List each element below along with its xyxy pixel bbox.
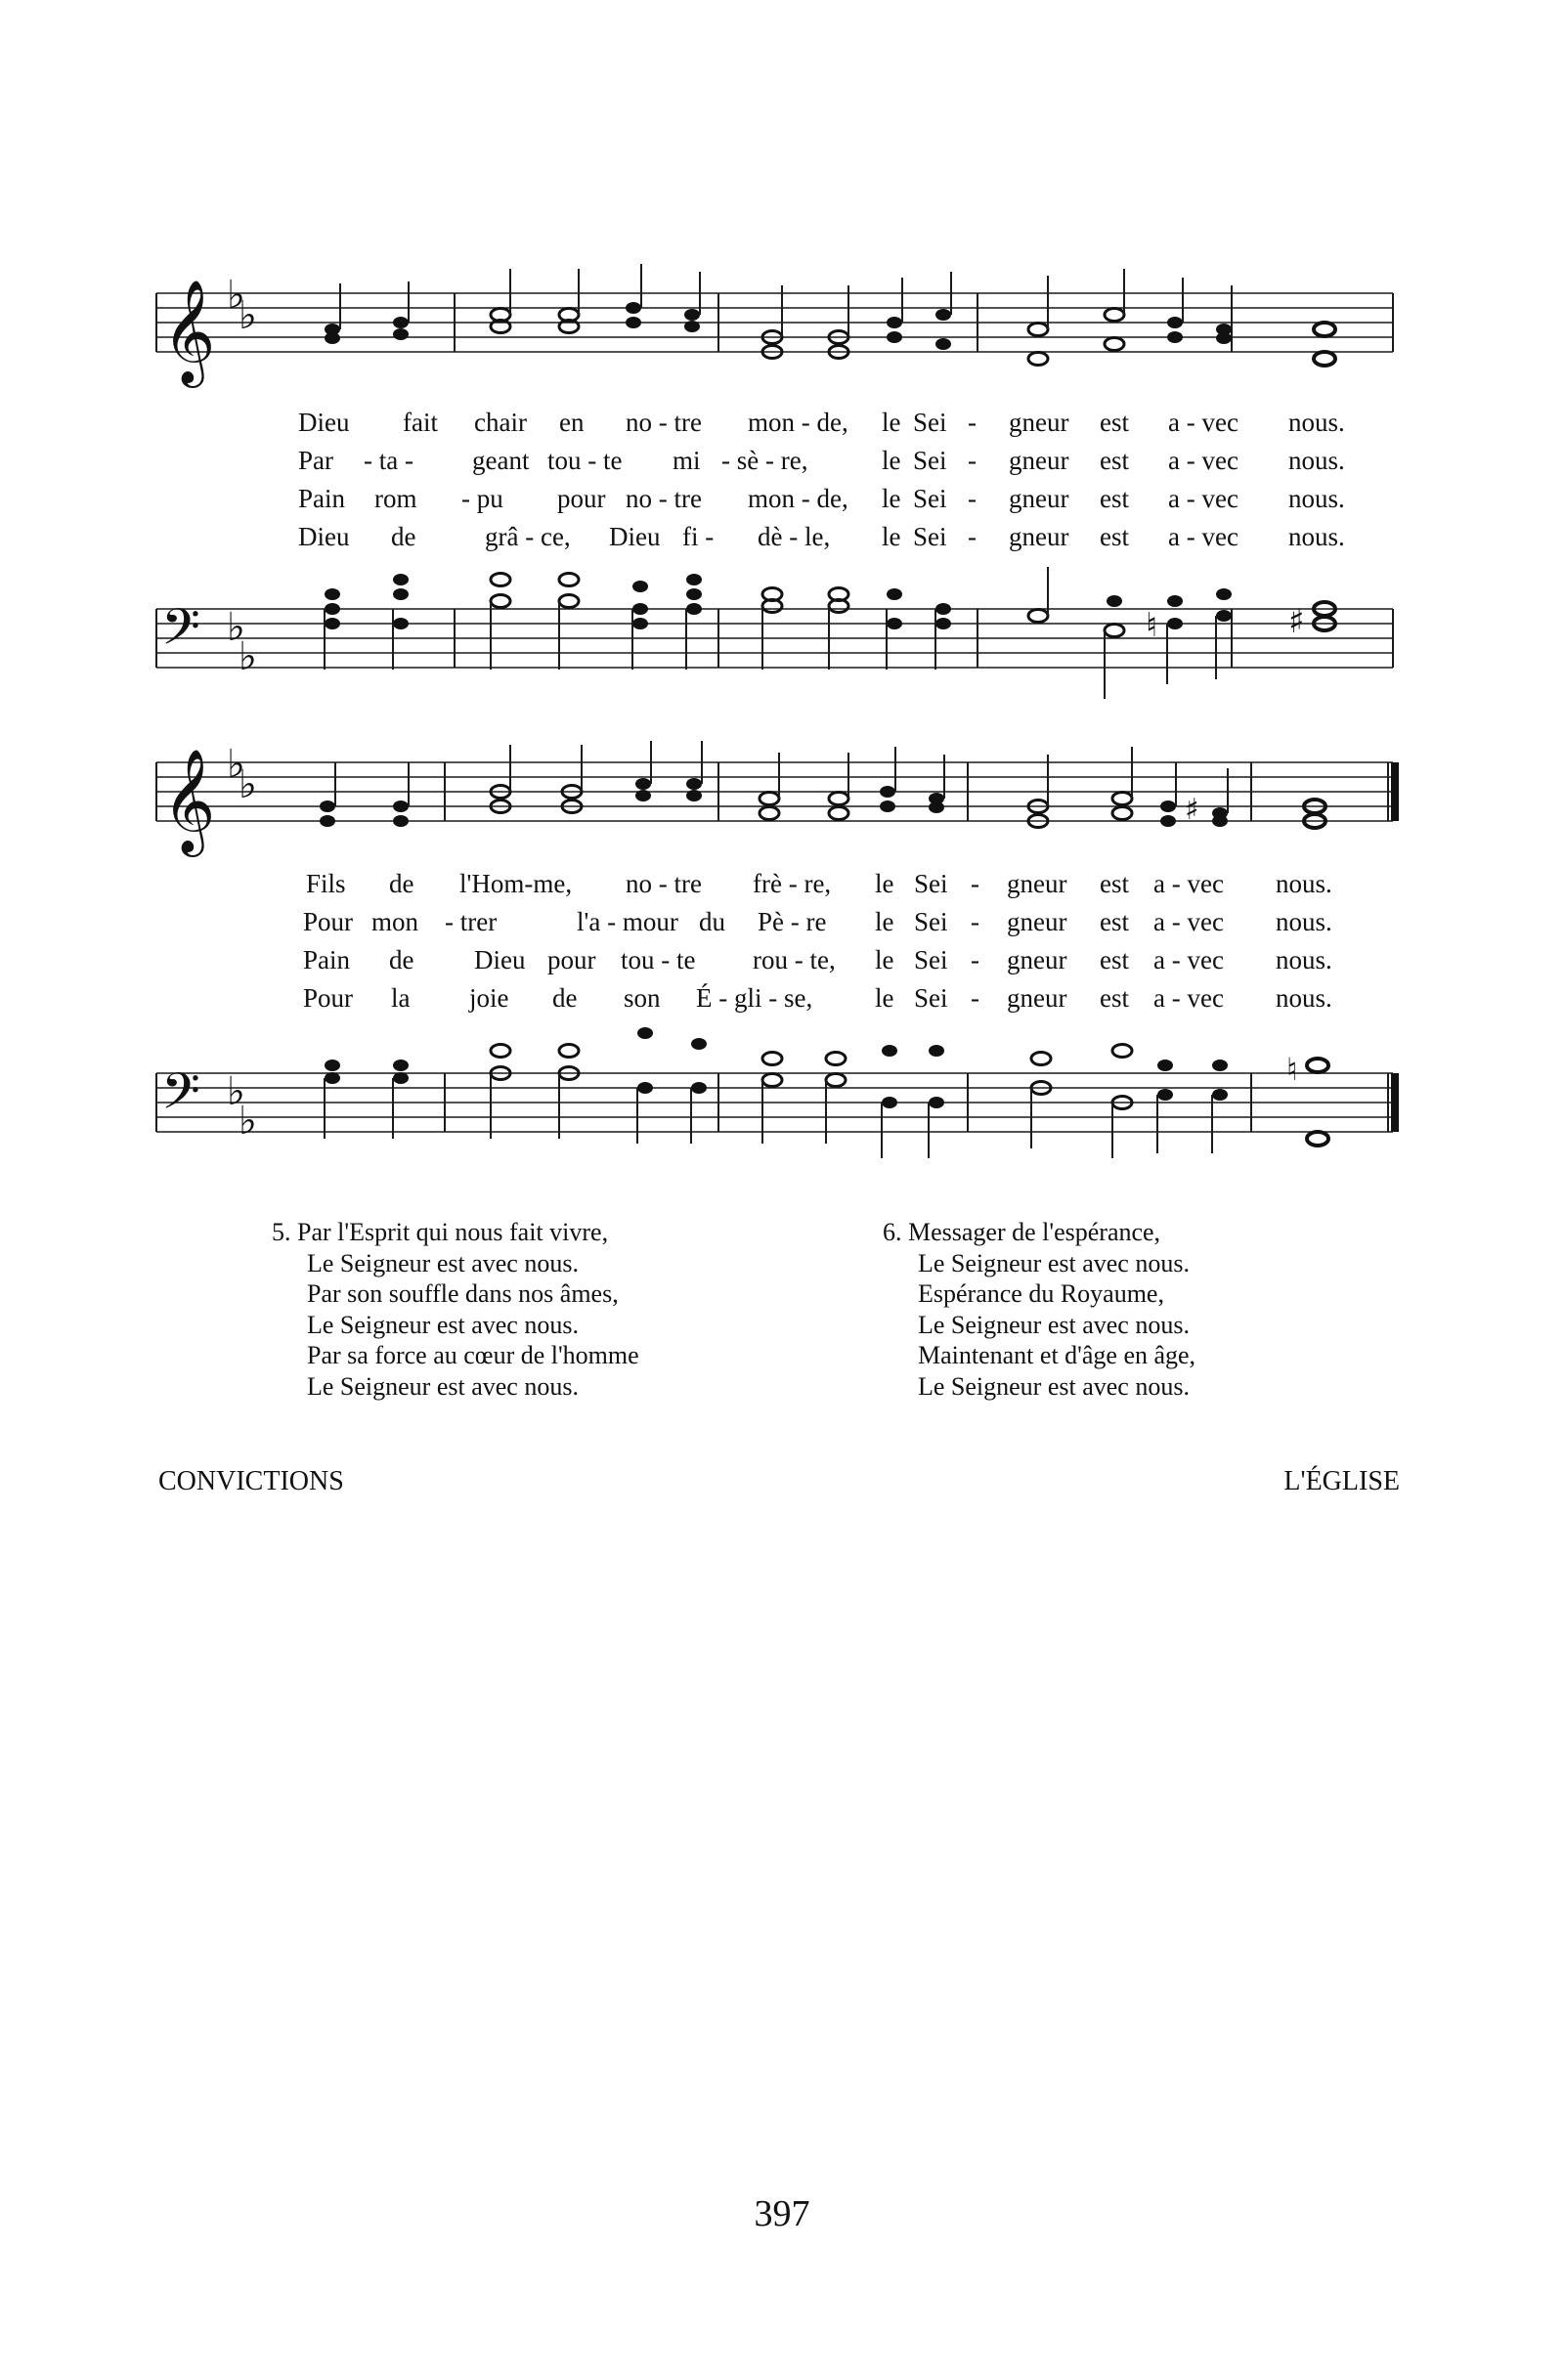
lyric-line: Pain rom - pu pour no - tre mon - de, le Sei - gneur est a - vec nous. — [298, 484, 1345, 513]
key-flat-icon: ♭ — [227, 605, 245, 650]
staff-lines — [156, 609, 1393, 668]
verse-5 — [272, 1217, 639, 1402]
key-flat-icon: ♭ — [227, 742, 245, 787]
system-1-treble-staff — [0, 264, 1564, 411]
notes — [325, 264, 1335, 366]
sharp-icon: ♯ — [1185, 793, 1199, 827]
treble-clef-icon: 𝄞 — [162, 748, 216, 852]
key-flat-icon: ♭ — [239, 1099, 257, 1144]
bass-clef-icon: 𝄢 — [161, 597, 200, 669]
verse-line: Le Seigneur est avec nous. — [918, 1248, 1190, 1277]
key-flat-icon: ♭ — [239, 293, 257, 338]
key-flat-icon: ♭ — [227, 273, 245, 318]
system-1-bass-staff — [0, 562, 1564, 709]
natural-icon: ♮ — [1286, 1051, 1298, 1088]
notes — [325, 1027, 1328, 1158]
verse-line: Maintenant et d'âge en âge, — [918, 1341, 1196, 1369]
key-flat-icon: ♭ — [239, 762, 257, 807]
verse-line: Espérance du Royaume, — [918, 1279, 1164, 1308]
section-label: CONVICTIONS — [158, 1466, 344, 1496]
system-1-lyrics — [0, 404, 1564, 560]
verse-line: Le Seigneur est avec nous. — [307, 1310, 579, 1339]
lyric-line: Dieu de grâ - ce, Dieu fi - dè - le, le Sei - gneur est a - vec nous. — [298, 522, 1345, 551]
verse-line: Par son souffle dans nos âmes, — [307, 1279, 619, 1308]
verse-6 — [883, 1217, 1195, 1402]
chapter-label: L'ÉGLISE — [1283, 1466, 1400, 1496]
lyric-line: Dieu fait chair en no - tre mon - de, le Sei - gneur est a - vec nous. — [298, 408, 1345, 437]
treble-clef-icon: 𝄞 — [162, 279, 216, 383]
verse-line: 5. Par l'Esprit qui nous fait vivre, — [272, 1218, 609, 1246]
notes — [325, 567, 1335, 699]
staff-lines — [156, 1073, 1393, 1132]
verse-line: Le Seigneur est avec nous. — [307, 1248, 579, 1277]
sharp-icon: ♯ — [1288, 602, 1305, 641]
lyric-line: Par - ta - geant tou - te mi - sè - re, le Sei - gneur est a - vec nous. — [298, 446, 1345, 475]
lyric-line: Pour mon - trer l'a - mour du Pè - re le Sei - gneur est a - vec nous. — [303, 907, 1332, 936]
key-flat-icon: ♭ — [227, 1069, 245, 1114]
verse-line: Le Seigneur est avec nous. — [918, 1371, 1190, 1401]
verse-line: 6. Messager de l'espérance, — [883, 1218, 1161, 1246]
key-flat-icon: ♭ — [239, 634, 257, 679]
verse-line: Le Seigneur est avec nous. — [918, 1310, 1190, 1339]
notes — [320, 741, 1325, 828]
natural-icon: ♮ — [1146, 606, 1158, 645]
system-2-lyrics — [0, 865, 1564, 1021]
verse-line: Par sa force au cœur de l'homme — [307, 1341, 639, 1369]
bass-clef-icon: 𝄢 — [161, 1061, 200, 1133]
lyric-line: Fils de l'Hom-me, no - tre frè - re, le Sei - gneur est a - vec nous. — [306, 869, 1332, 898]
system-2-treble-staff — [0, 733, 1564, 880]
verse-line: Le Seigneur est avec nous. — [307, 1371, 579, 1401]
page-number: 397 — [754, 2193, 810, 2234]
system-2-bass-staff — [0, 1021, 1564, 1168]
lyric-line: Pour la joie de son É - gli - se, le Sei - gneur est a - vec nous. — [303, 983, 1332, 1013]
lyric-line: Pain de Dieu pour tou - te rou - te, le Sei - gneur est a - vec nous. — [303, 945, 1332, 974]
